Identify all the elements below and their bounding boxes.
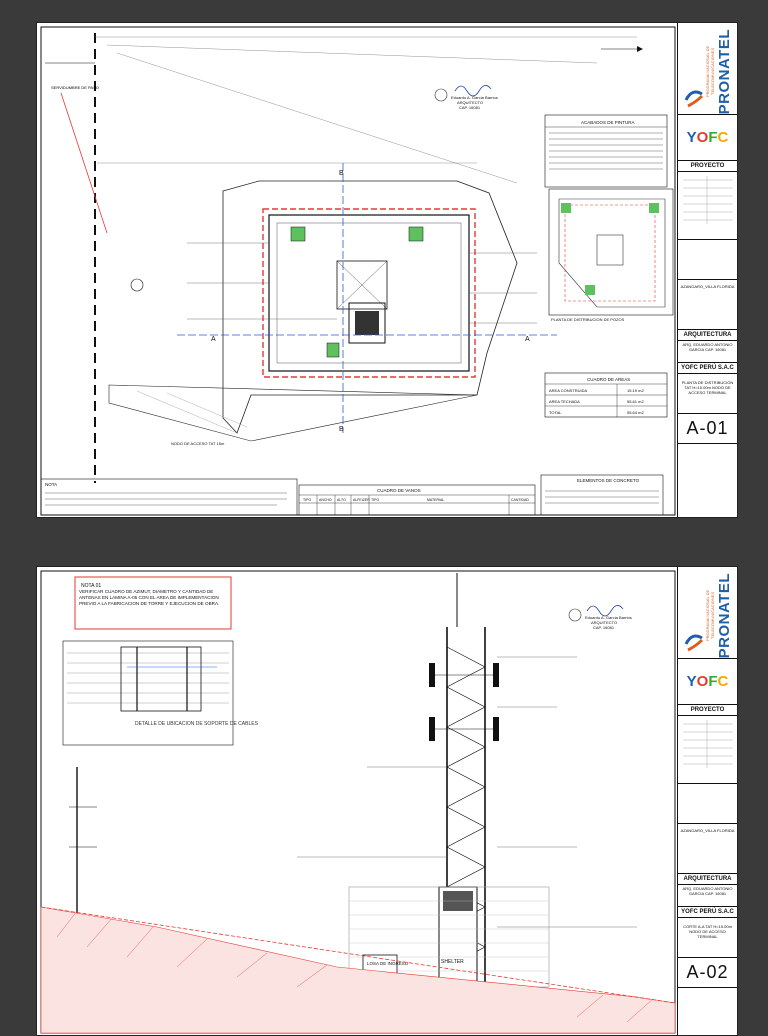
signature-cap: CAP. 16081 — [459, 105, 481, 110]
pronatel-logo-2 — [678, 567, 737, 659]
svg-text:A: A — [525, 336, 530, 343]
area-total-value: 55.64 m2 — [627, 410, 644, 415]
shelter-label: SHELTER — [441, 959, 464, 965]
svg-text:A: A — [211, 336, 216, 343]
pronatel-emblem-icon — [684, 630, 704, 652]
revision-table — [678, 172, 737, 240]
pronatel-emblem-icon — [684, 86, 704, 108]
site-name-2: AZANGARO_VILLA FLORIDA — [678, 824, 737, 874]
vanos-col-cantidad: CANTIDAD — [511, 498, 529, 502]
title-block-a02 — [677, 567, 737, 1035]
company-name-2: YOFC PERÚ S.A.C — [678, 907, 737, 918]
company-name: YOFC PERÚ S.A.C — [678, 363, 737, 374]
site-name: AZANGARO_VILLA FLORIDA — [678, 280, 737, 330]
cuadro-areas-title: CUADRO DE AREAS — [587, 377, 631, 382]
yofc-letter-c: C — [717, 129, 729, 146]
discipline-label-2: ARQUITECTURA — [678, 874, 737, 885]
pronatel-logo — [678, 23, 737, 115]
signature-cap-2: CAP. 16081 — [593, 625, 615, 630]
svg-text:B: B — [339, 170, 344, 177]
section-drawing — [37, 567, 679, 1036]
title-block-a01 — [677, 23, 737, 517]
area-construida-value: 15.19 m2 — [627, 388, 644, 393]
architect-signature-stamp — [435, 85, 498, 110]
revision-table-2 — [678, 716, 737, 784]
pronatel-wordmark: PRONATEL — [716, 29, 733, 115]
pronatel-subtitle-2: PROGRAMA NACIONAL DE TELECOMUNICACIONES — [705, 589, 715, 642]
signature-role-2: ARQUITECTO — [591, 620, 618, 625]
yofc-logo-2 — [678, 659, 737, 705]
project-label: PROYECTO — [678, 161, 737, 172]
detalle-label: DETALLE DE UBICACION DE SOPORTE DE CABLES — [135, 721, 258, 727]
signature-name: Eduardo A. García Barrios — [451, 95, 498, 100]
info-note-2 — [678, 784, 737, 824]
elementos-concreto-title: ELEMENTOS DE CONCRETO — [577, 478, 640, 483]
drawing-sheet-a01 — [36, 22, 738, 518]
signature-role: ARQUITECTO — [457, 100, 484, 105]
yofc-letter-y: Y — [686, 129, 697, 146]
drawing-sheet-a02 — [36, 566, 738, 1036]
acabados-title: ACABADOS DE PINTURA — [581, 120, 635, 125]
vanos-col-tipo: TIPO — [303, 498, 312, 502]
nota-label: NOTA — [45, 482, 58, 487]
yofc-letter-f: F — [708, 673, 718, 690]
vanos-col-material: MATERIAL — [427, 498, 445, 502]
vanos-col-alto: ALTO — [337, 498, 346, 502]
losa-label: LOSA DE INGRESO — [367, 961, 409, 966]
nota01-text: VERIFICAR CUADRO DE AZIMUT, DIAMETRO Y CANTIDAD DE ANTENAS EN LAMINA A-05 CON EL AREA DE IMPLEMENTACION PREVIO A LA FABRICACION DE TORRE Y EJECUCION DE OBRA. — [79, 589, 220, 606]
yofc-letter-y: Y — [686, 673, 697, 690]
sheet-title-2: CORTE A-A TAT H=15.00m NODO DE ACCESO TERMINAL — [678, 918, 737, 958]
architect-signature-stamp-2 — [569, 605, 632, 630]
area-construida-label: AREA CONSTRUIDA — [549, 388, 588, 393]
architect-info: ARQ. EDUARDO ANTONIO GARCIA CAP. 16081 — [678, 341, 737, 363]
floor-plan-drawing — [37, 23, 679, 518]
pronatel-subtitle: PROGRAMA NACIONAL DE TELECOMUNICACIONES — [705, 45, 715, 98]
vanos-col-tipo2: TIPO — [371, 498, 380, 502]
nodo-acceso-label: NODO DE ACCESO TAT 15m — [171, 441, 225, 446]
yofc-letter-c: C — [717, 673, 729, 690]
yofc-letter-f: F — [708, 129, 718, 146]
sheet-code: A-01 — [678, 414, 737, 444]
planta-pozo-label: PLANTA DE DISTRIBUCION DE POZOS — [551, 317, 625, 322]
cuadro-vanos-title: CUADRO DE VANOS — [377, 488, 421, 493]
sheet-code-2: A-02 — [678, 958, 737, 988]
area-techada-label: AREA TECHADA — [549, 399, 580, 404]
signature-name-2: Eduardo A. García Barrios — [585, 615, 632, 620]
architect-info-2: ARQ. EDUARDO ANTONIO GARCIA CAP. 16081 — [678, 885, 737, 907]
area-total-label: TOTAL — [549, 410, 562, 415]
sheet-title: PLANTA DE DISTRIBUCIÓN TAT H=15.00m NODO DE ACCESO TERMINAL — [678, 374, 737, 414]
yofc-letter-o: O — [696, 129, 709, 146]
vanos-col-ancho: ANCHO — [319, 498, 332, 502]
area-techada-value: 55.61 m2 — [627, 399, 644, 404]
discipline-label: ARQUITECTURA — [678, 330, 737, 341]
servidumbre-label: SERVIDUMBRE DE PASO — [51, 85, 99, 90]
yofc-logo — [678, 115, 737, 161]
project-label-2: PROYECTO — [678, 705, 737, 716]
yofc-letter-o: O — [696, 673, 709, 690]
nota01-title: NOTA 01 — [81, 583, 102, 589]
info-note — [678, 240, 737, 280]
vanos-col-alfeizer: ALFEIZER — [353, 498, 370, 502]
svg-text:B: B — [339, 426, 344, 433]
pronatel-wordmark-2: PRONATEL — [716, 573, 733, 659]
